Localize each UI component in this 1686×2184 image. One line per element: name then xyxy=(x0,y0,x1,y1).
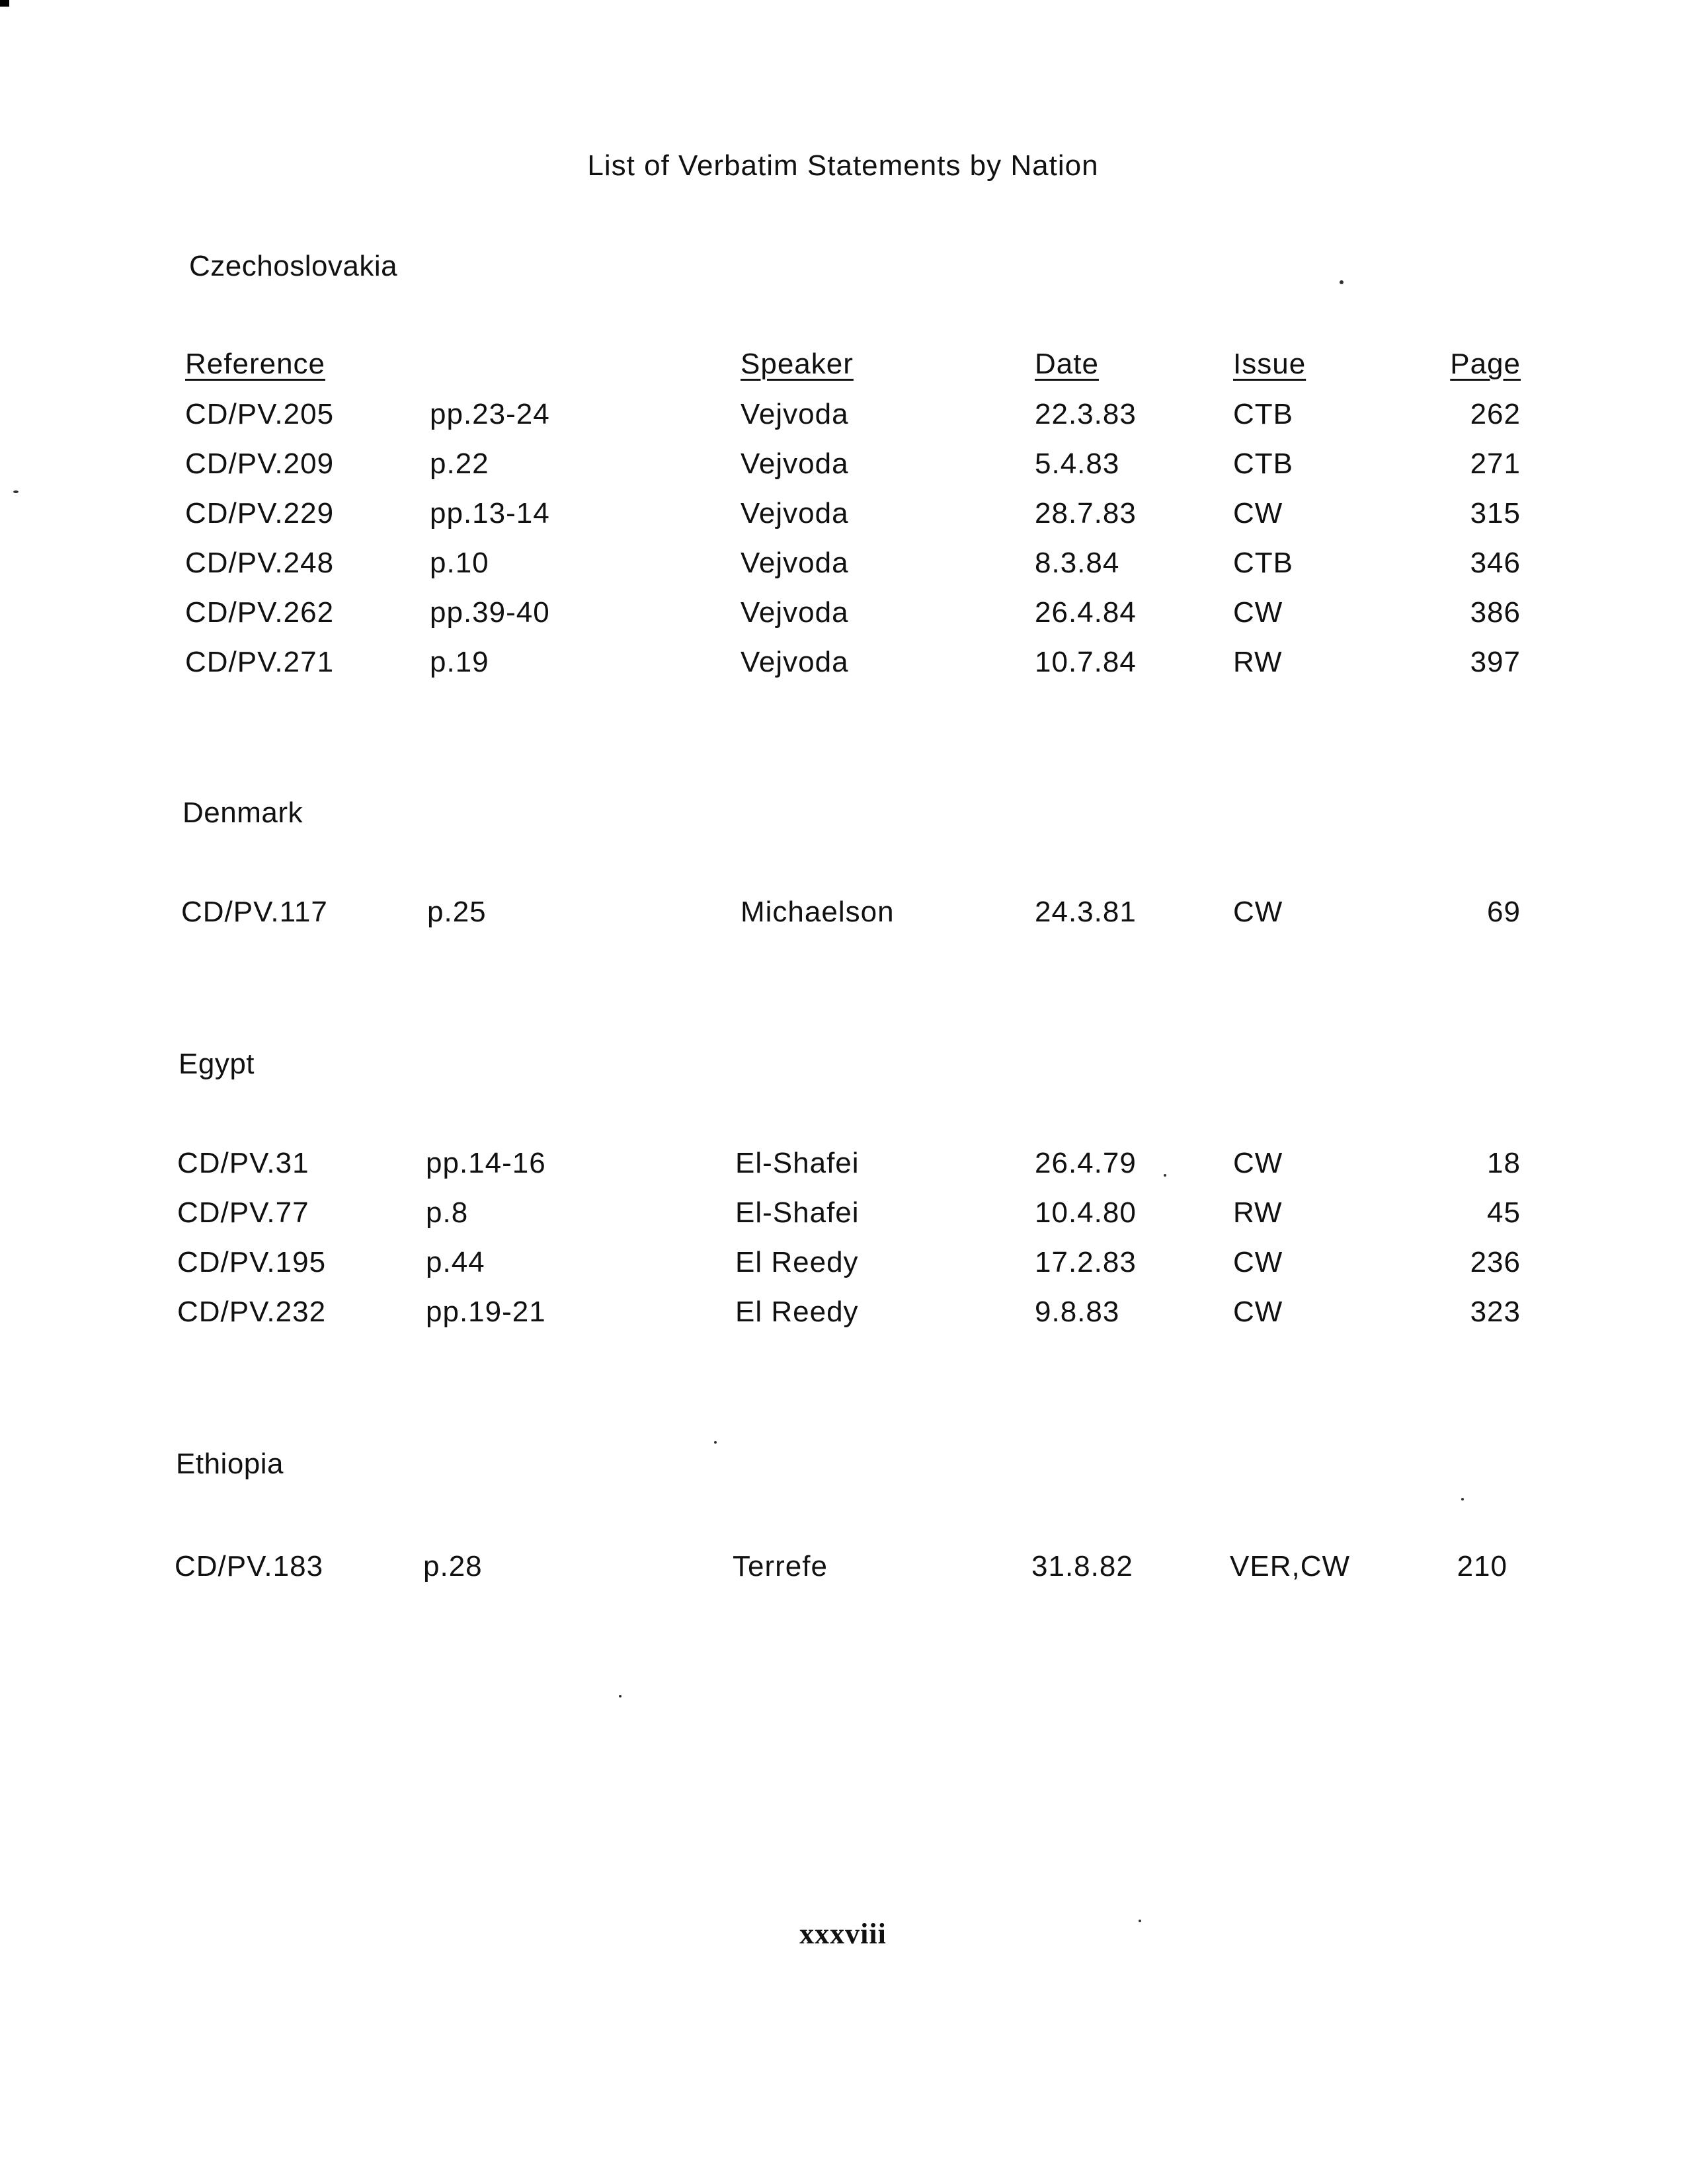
scan-speck xyxy=(1139,1920,1141,1922)
pages-cell: pp.19-21 xyxy=(426,1296,546,1328)
table-row xyxy=(0,1196,1686,1236)
date-cell: 9.8.83 xyxy=(1035,1296,1120,1328)
section-heading-ethiopia: Ethiopia xyxy=(176,1448,284,1480)
date-cell: 26.4.79 xyxy=(1035,1147,1137,1179)
reference-cell: CD/PV.31 xyxy=(177,1147,309,1179)
pages-cell: pp.13-14 xyxy=(430,497,550,529)
reference-cell: CD/PV.205 xyxy=(185,398,335,430)
issue-cell: CTB xyxy=(1233,448,1293,480)
speaker-cell: Vejvoda xyxy=(741,497,849,529)
column-header-speaker: Speaker xyxy=(741,348,854,380)
speaker-cell: Michaelson xyxy=(741,896,895,928)
date-cell: 31.8.82 xyxy=(1031,1550,1133,1582)
table-row xyxy=(0,1147,1686,1187)
speaker-cell: Vejvoda xyxy=(741,596,849,629)
speaker-cell: Vejvoda xyxy=(741,398,849,430)
page-cell: 386 xyxy=(1470,596,1521,629)
speaker-cell: El-Shafei xyxy=(735,1196,860,1229)
pages-cell: pp.39-40 xyxy=(430,596,550,629)
reference-cell: CD/PV.117 xyxy=(181,896,328,928)
issue-cell: CW xyxy=(1233,497,1283,529)
issue-cell: CW xyxy=(1233,1147,1283,1179)
scan-speck xyxy=(1340,280,1344,284)
table-row xyxy=(0,1550,1686,1590)
page-cell: 262 xyxy=(1470,398,1521,430)
pages-cell: p.22 xyxy=(430,448,489,480)
speaker-cell: Terrefe xyxy=(733,1550,828,1582)
date-cell: 8.3.84 xyxy=(1035,547,1120,579)
issue-cell: CW xyxy=(1233,1296,1283,1328)
pages-cell: pp.14-16 xyxy=(426,1147,546,1179)
date-cell: 26.4.84 xyxy=(1035,596,1137,629)
pages-cell: p.25 xyxy=(427,896,487,928)
date-cell: 22.3.83 xyxy=(1035,398,1137,430)
speaker-cell: Vejvoda xyxy=(741,646,849,678)
speaker-cell: El-Shafei xyxy=(735,1147,860,1179)
page-cell: 210 xyxy=(1457,1550,1507,1582)
page-cell: 346 xyxy=(1470,547,1521,579)
page-cell: 45 xyxy=(1487,1196,1521,1229)
scan-speck xyxy=(714,1441,717,1444)
reference-cell: CD/PV.229 xyxy=(185,497,335,529)
issue-cell: CW xyxy=(1233,596,1283,629)
page-number: xxxviii xyxy=(799,1918,887,1950)
pages-cell: p.28 xyxy=(423,1550,483,1582)
table-row xyxy=(0,646,1686,685)
pages-cell: p.19 xyxy=(430,646,489,678)
scan-speck xyxy=(1164,1174,1166,1177)
scan-speck xyxy=(1461,1498,1464,1501)
scan-speck xyxy=(619,1695,622,1697)
date-cell: 17.2.83 xyxy=(1035,1246,1137,1278)
table-row xyxy=(0,596,1686,636)
table-row xyxy=(0,497,1686,537)
reference-cell: CD/PV.77 xyxy=(177,1196,309,1229)
page-cell: 18 xyxy=(1487,1147,1521,1179)
date-cell: 28.7.83 xyxy=(1035,497,1137,529)
page-cell: 271 xyxy=(1470,448,1521,480)
column-header-page: Page xyxy=(1450,348,1521,380)
table-row xyxy=(0,398,1686,438)
date-cell: 24.3.81 xyxy=(1035,896,1137,928)
table-header-row xyxy=(0,348,1686,387)
reference-cell: CD/PV.195 xyxy=(177,1246,327,1278)
reference-cell: CD/PV.271 xyxy=(185,646,335,678)
page-cell: 397 xyxy=(1470,646,1521,678)
reference-cell: CD/PV.209 xyxy=(185,448,335,480)
page-cell: 236 xyxy=(1470,1246,1521,1278)
date-cell: 10.7.84 xyxy=(1035,646,1137,678)
reference-cell: CD/PV.248 xyxy=(185,547,335,579)
scan-mark xyxy=(0,0,9,7)
date-cell: 5.4.83 xyxy=(1035,448,1120,480)
section-heading-egypt: Egypt xyxy=(179,1048,255,1080)
page-cell: 315 xyxy=(1470,497,1521,529)
reference-cell: CD/PV.183 xyxy=(175,1550,324,1582)
pages-cell: pp.23-24 xyxy=(430,398,550,430)
column-header-issue: Issue xyxy=(1233,348,1306,380)
column-header-reference: Reference xyxy=(185,348,326,380)
page-cell: 323 xyxy=(1470,1296,1521,1328)
issue-cell: CW xyxy=(1233,896,1283,928)
pages-cell: p.10 xyxy=(430,547,489,579)
date-cell: 10.4.80 xyxy=(1035,1196,1137,1229)
table-row xyxy=(0,1296,1686,1335)
reference-cell: CD/PV.262 xyxy=(185,596,335,629)
issue-cell: RW xyxy=(1233,1196,1283,1229)
table-row xyxy=(0,547,1686,586)
table-row xyxy=(0,896,1686,935)
section-heading-denmark: Denmark xyxy=(182,797,303,829)
page-cell: 69 xyxy=(1487,896,1521,928)
scan-speck xyxy=(13,490,19,493)
issue-cell: VER,CW xyxy=(1230,1550,1350,1582)
speaker-cell: El Reedy xyxy=(735,1246,859,1278)
pages-cell: p.44 xyxy=(426,1246,485,1278)
pages-cell: p.8 xyxy=(426,1196,469,1229)
speaker-cell: El Reedy xyxy=(735,1296,859,1328)
issue-cell: CTB xyxy=(1233,398,1293,430)
table-row xyxy=(0,448,1686,487)
speaker-cell: Vejvoda xyxy=(741,448,849,480)
issue-cell: CTB xyxy=(1233,547,1293,579)
section-heading-czechoslovakia: Czechoslovakia xyxy=(189,250,398,282)
table-row xyxy=(0,1246,1686,1286)
column-header-date: Date xyxy=(1035,348,1099,380)
issue-cell: RW xyxy=(1233,646,1283,678)
speaker-cell: Vejvoda xyxy=(741,547,849,579)
page-title: List of Verbatim Statements by Nation xyxy=(587,149,1099,182)
issue-cell: CW xyxy=(1233,1246,1283,1278)
reference-cell: CD/PV.232 xyxy=(177,1296,327,1328)
